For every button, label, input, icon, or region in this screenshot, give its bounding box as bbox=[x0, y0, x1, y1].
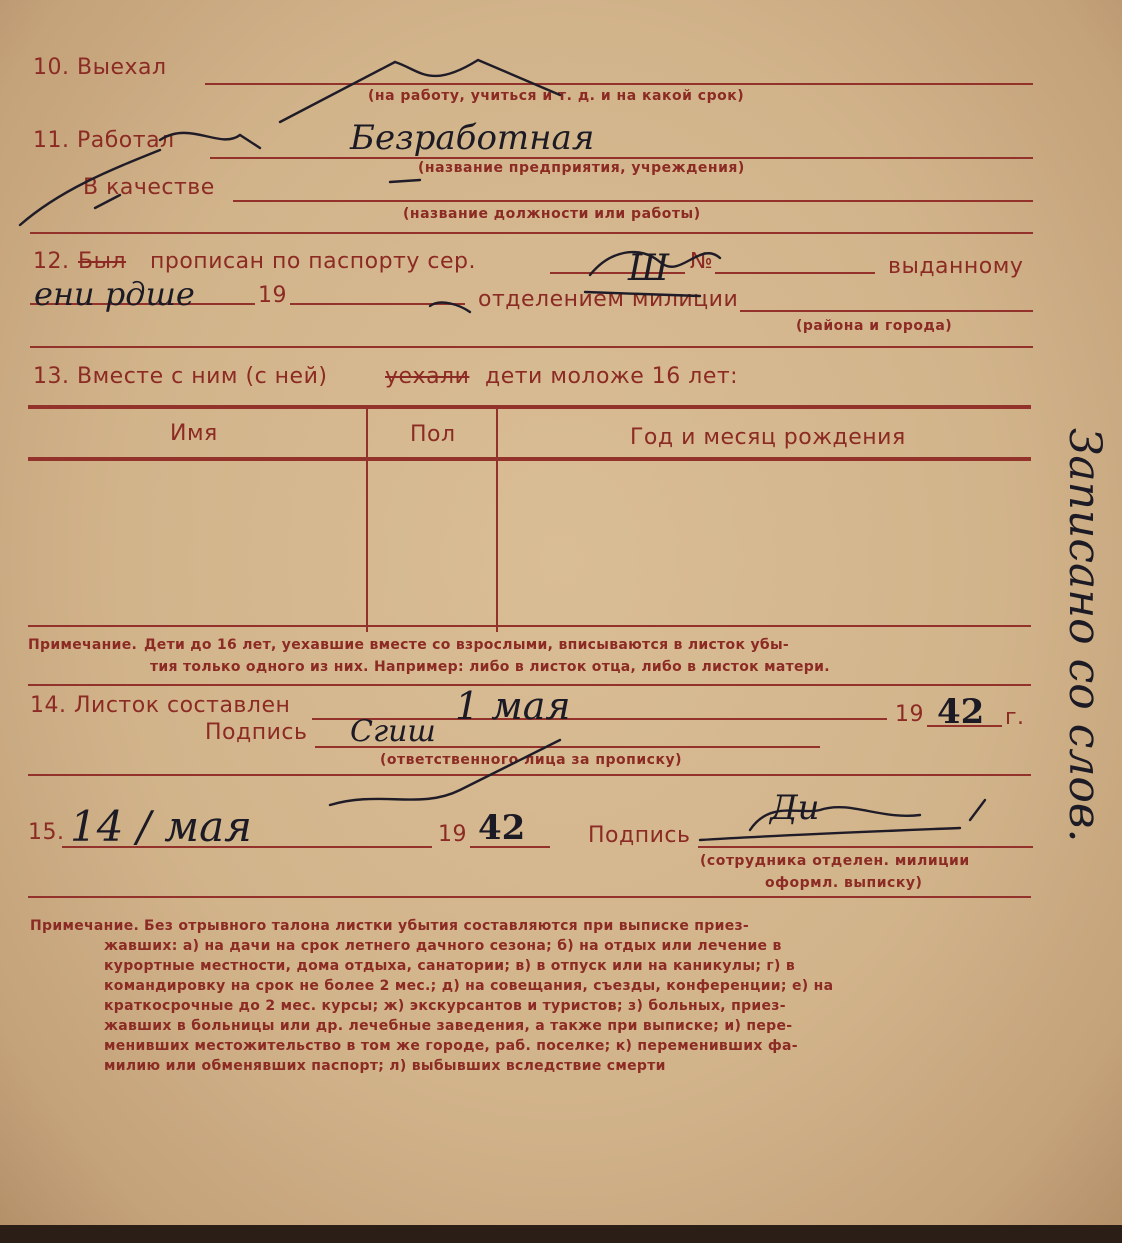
note1-line1: Дети до 16 лет, уехавшие вместе со взрослыми, вписываются в листок убы- bbox=[144, 637, 790, 653]
item12-number: 12. bbox=[33, 249, 70, 274]
item15-handwritten-date: 14 / мая bbox=[70, 802, 252, 851]
item12-dept-hint: (района и города) bbox=[796, 318, 953, 334]
item10-hint: (на работу, учиться и т. д. и на какой срок) bbox=[368, 88, 745, 104]
note2-line: командировку на срок не более 2 мес.; д) на совещания, съезды, конференции; е) на bbox=[104, 978, 834, 994]
table-header-birth: Год и месяц рождения bbox=[630, 425, 906, 450]
item12-handwritten-series: Ш bbox=[628, 248, 670, 289]
note2-line1: Без отрывного талона листки убытия составляются при выписке приез- bbox=[144, 918, 750, 934]
item13-label-suffix: дети моложе 16 лет: bbox=[485, 364, 739, 389]
item15-handwritten-signature: Ди bbox=[770, 788, 820, 828]
item13-label: 13. Вместе с ним (с ней) bbox=[33, 364, 328, 389]
item14-sign-label: Подпись bbox=[205, 720, 308, 745]
item10-label: 10. Выехал bbox=[33, 55, 167, 80]
margin-handwritten-note: Записано со слов. bbox=[1059, 428, 1110, 843]
table-header-sex: Пол bbox=[410, 422, 456, 447]
note2-line: милию или обменявших паспорт; л) выбывших вследствие смерти bbox=[104, 1058, 666, 1074]
item11-hint: (название предприятия, учреждения) bbox=[418, 160, 745, 176]
item15-label: 15. bbox=[28, 820, 65, 845]
note2-line: краткосрочные до 2 мес. курсы; ж) экскурсантов и туристов; з) больных, приез- bbox=[104, 998, 786, 1014]
item14-handwritten-signature: Сгиш bbox=[350, 714, 436, 749]
item15-sign-hint-1: (сотрудника отделен. милиции bbox=[700, 853, 970, 869]
item11-diagonal-stroke bbox=[20, 150, 160, 225]
note2-head: Примечание. bbox=[30, 918, 140, 934]
item14-handwritten-date: 1 мая bbox=[455, 684, 571, 728]
item12-series-stroke bbox=[585, 292, 700, 296]
item14-signature-stroke bbox=[330, 740, 560, 805]
item12-handwritten-place: ени рдше bbox=[34, 275, 195, 313]
item10-dash-stroke bbox=[280, 62, 395, 122]
item11-capacity-label: В качестве bbox=[83, 175, 215, 200]
item14-handwritten-year: 42 bbox=[937, 692, 985, 732]
item11-handwritten-value: Безработная bbox=[350, 118, 595, 158]
note1-line2: тия только одного из них. Например: либо в листок отца, либо в листок матери. bbox=[150, 659, 830, 675]
note2-line: жавших: а) на дачи на срок летнего дачного сезона; б) на отдых или лечение в bbox=[104, 938, 782, 954]
item12-issued-label: выданному bbox=[888, 254, 1024, 279]
item15-handwritten-year: 42 bbox=[478, 808, 526, 848]
item12-dept-label: отделением милиции bbox=[478, 287, 739, 312]
item14-year-suffix: г. bbox=[1005, 705, 1025, 730]
item11-capacity-hint: (название должности или работы) bbox=[403, 206, 701, 222]
item11-diagonal-stroke bbox=[95, 195, 120, 208]
item14-year-prefix: 19 bbox=[895, 702, 924, 727]
item15-signature-stroke bbox=[970, 800, 985, 820]
item15-sign-hint-2: оформл. выписку) bbox=[765, 875, 923, 891]
item13-label-struck: уехали bbox=[385, 364, 470, 389]
item11-label: 11. Работал bbox=[33, 128, 175, 153]
item12-place-stroke bbox=[430, 302, 470, 312]
item10-dash-stroke bbox=[395, 60, 560, 95]
note2-line: курортные местности, дома отдыха, санатории; в) в отпуск или на каникулы; г) в bbox=[104, 958, 796, 974]
item15-sign-label: Подпись bbox=[588, 823, 691, 848]
item15-signature-stroke bbox=[700, 828, 960, 840]
item15-year-prefix: 19 bbox=[438, 822, 467, 847]
note2-line: жавших в больницы или др. лечебные заведения, а также при выписке; и) пере- bbox=[104, 1018, 793, 1034]
item14-label: 14. Листок составлен bbox=[30, 693, 291, 718]
note2-line: менивших местожительство в том же городе, раб. поселке; к) переменивших фа- bbox=[104, 1038, 798, 1054]
note1-head: Примечание. bbox=[28, 637, 138, 653]
item11-capacity-dash bbox=[390, 180, 420, 182]
item12-label: прописан по паспорту сер. bbox=[150, 249, 476, 274]
item12-no-label: № bbox=[690, 249, 714, 274]
item11-strike-stroke bbox=[160, 133, 260, 148]
photo-bottom-edge bbox=[0, 1225, 1122, 1243]
item12-year-prefix: 19 bbox=[258, 283, 287, 308]
table-header-name: Имя bbox=[170, 421, 218, 446]
item12-label-struck: Был bbox=[78, 249, 127, 274]
item14-sign-hint: (ответственного лица за прописку) bbox=[380, 752, 682, 768]
